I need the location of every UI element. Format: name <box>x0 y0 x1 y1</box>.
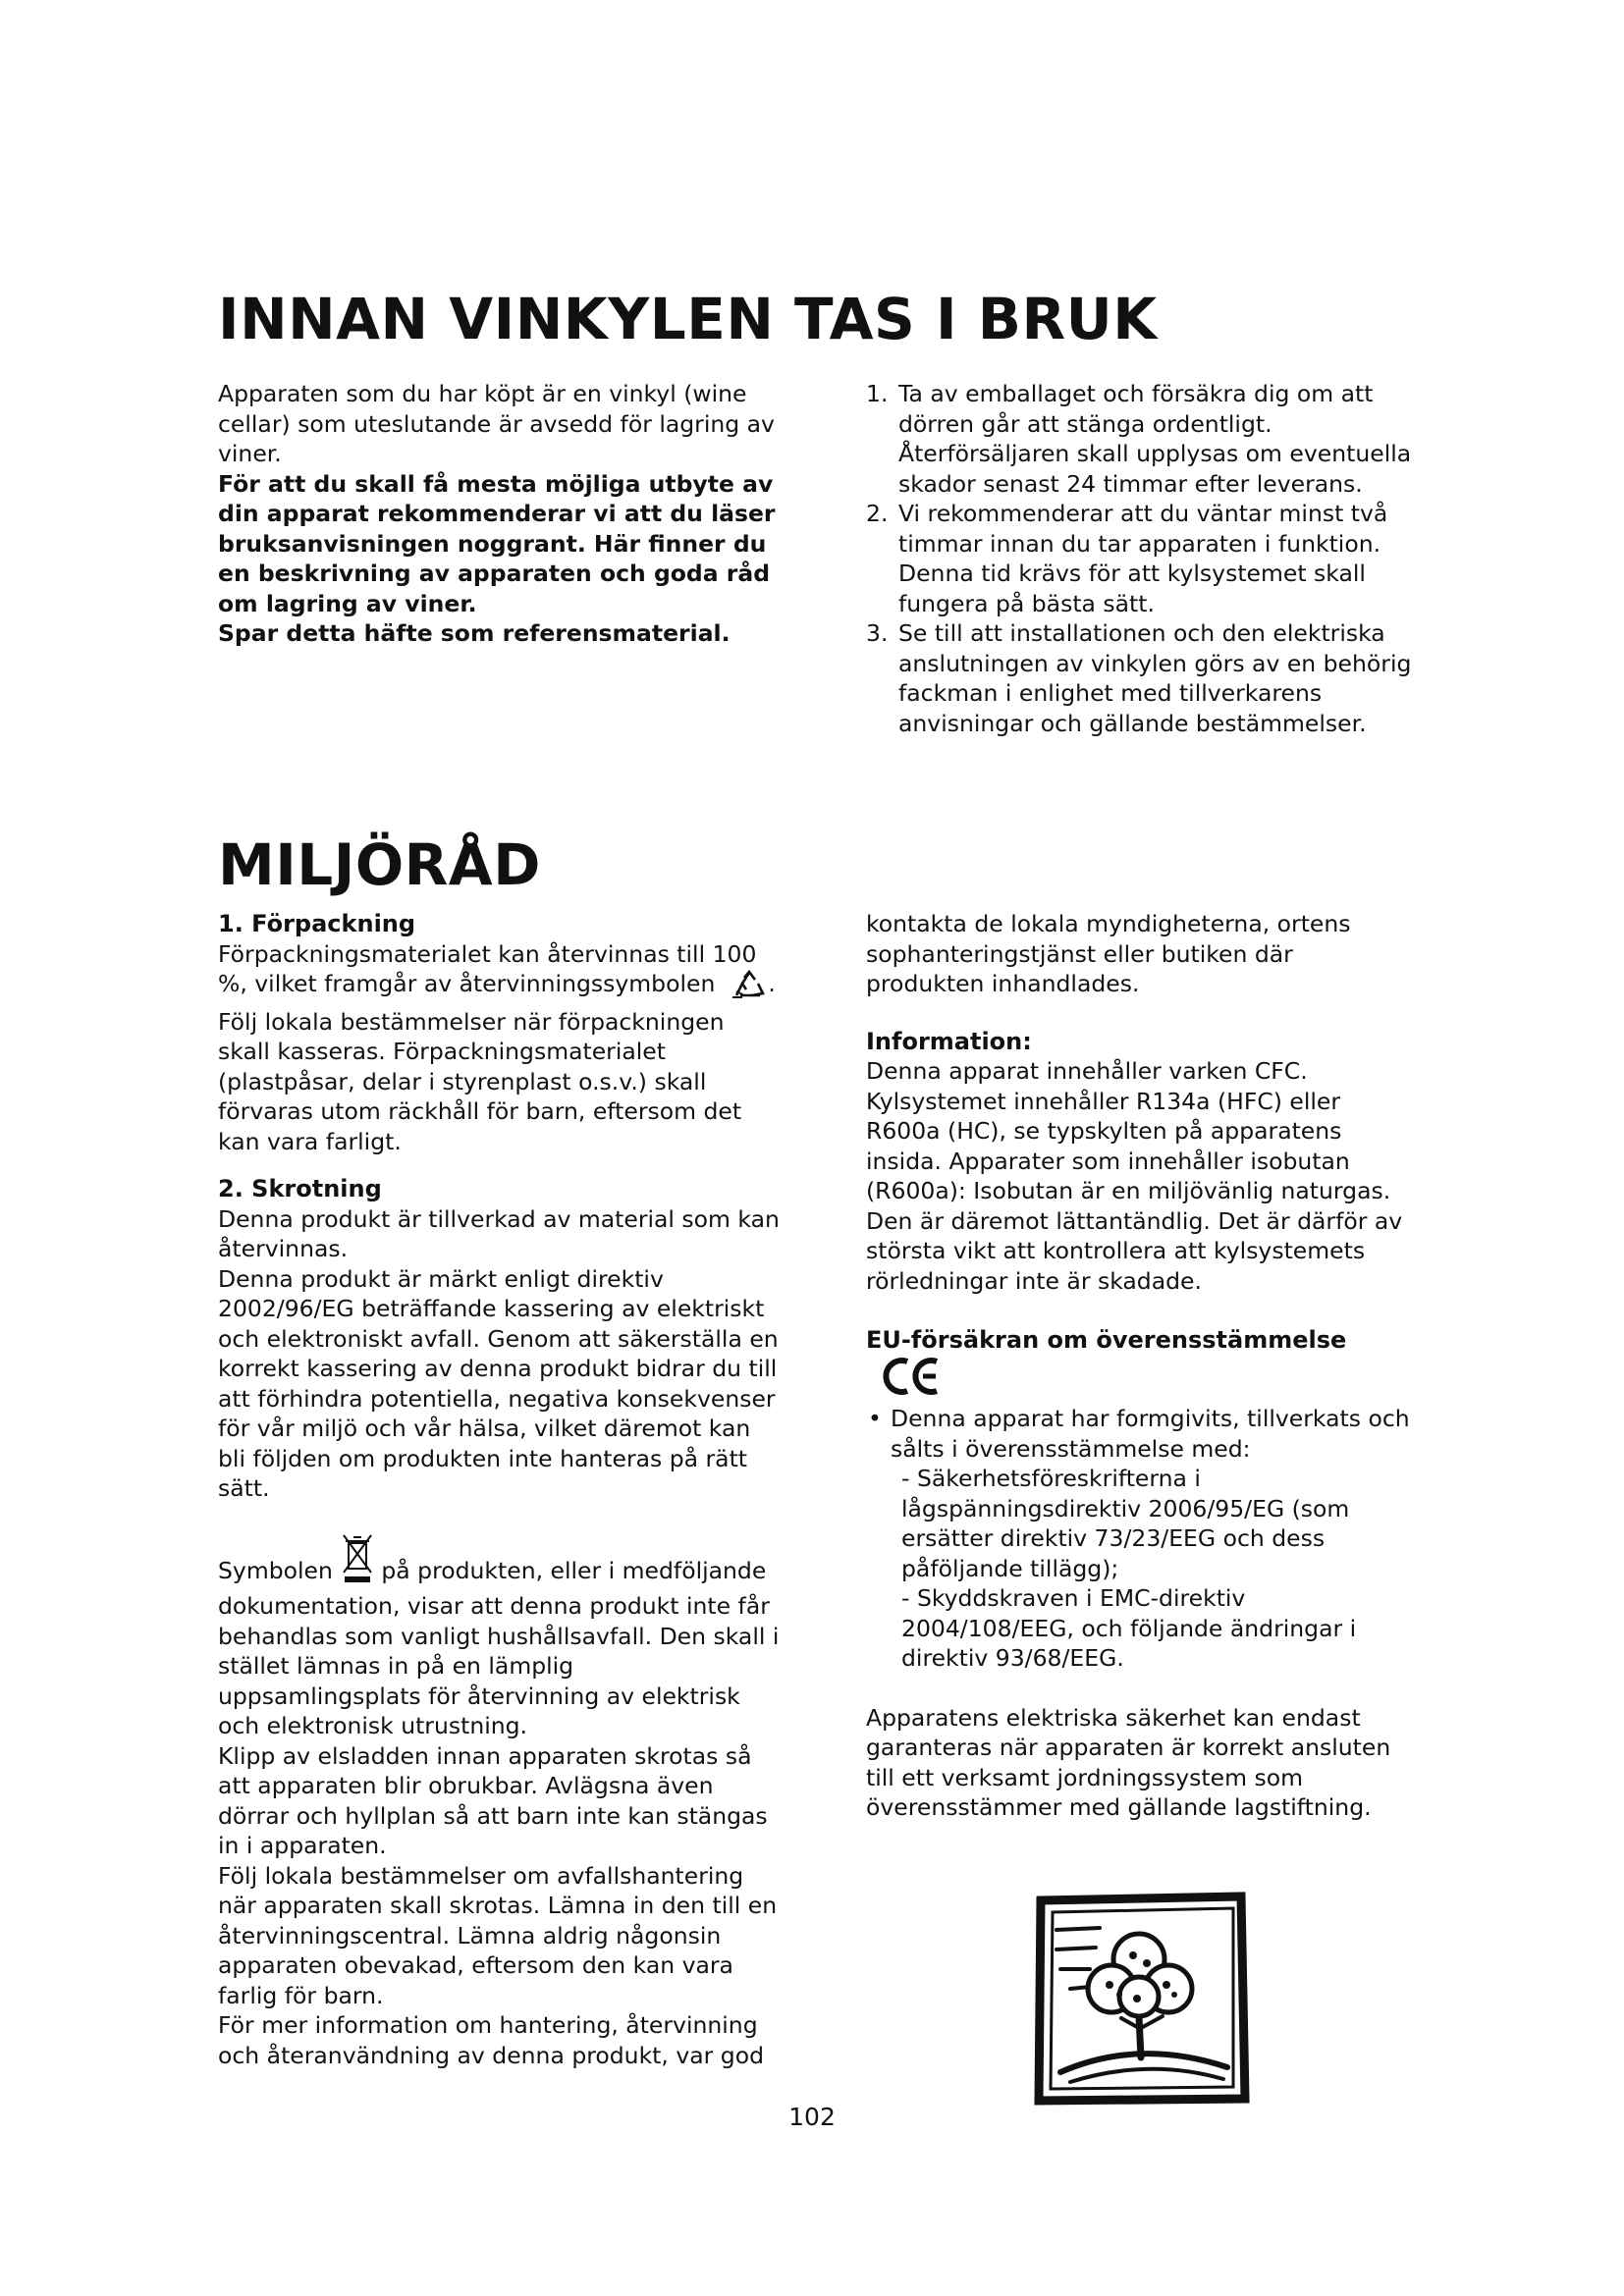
intro-bold-text: För att du skall få mesta möjliga utbyte av din apparat rekommenderar vi att du läser bruksanvisningen noggrant. Här finner du en beskrivning av apparaten och goda råd om lagring av viner. <box>218 469 776 617</box>
intro-text: Apparaten som du har köpt är en vinkyl (wine cellar) som uteslutande är avsedd för lagring av viner. <box>218 380 775 467</box>
page-number: 102 <box>788 2103 836 2131</box>
packaging-heading: 1. Förpackning <box>218 910 416 937</box>
eu-item-low-voltage: - Säkerhetsföreskrifterna i lågspänningsdirektiv 2006/95/EG (som ersätter direktiv 73/23/EEG och dess påföljande tillägg); <box>901 1465 1350 1582</box>
ce-mark-icon <box>880 1356 941 1405</box>
crossed-bin-icon <box>341 1531 374 1592</box>
eu-declaration-heading: EU-försäkran om överensstämmelse <box>866 1325 1416 1404</box>
scrapping-p2: Denna produkt är märkt enligt direktiv 2002/96/EG beträffande kassering av elektriskt och elektroniskt avfall. Genom att säkerställa en korrekt kassering av denna produkt bidrar du till att förhindra potentiella, negativa konsekvenser för vår miljö och vår hälsa, vilket däremot kan bli följden om produkten inte hanteras på rätt sätt. <box>218 1264 779 1502</box>
information-heading: Information: <box>866 1027 1032 1055</box>
section-title-before-use: INNAN VINKYLEN TAS I BRUK <box>218 286 1158 352</box>
save-booklet-text: Spar detta häfte som referensmaterial. <box>218 619 731 647</box>
step-item: 3. Se till att installationen och den elektriska anslutningen av vinkylen görs av en behörig fackman i enlighet med tillverkarens anvisningar och gällande bestämmelser. <box>866 619 1412 737</box>
scrapping-heading: 2. Skrotning <box>218 1175 382 1202</box>
environment-left-column <box>218 909 780 2070</box>
step-item: 2. Vi rekommenderar att du väntar minst två timmar innan du tar apparaten i funktion. Denna tid krävs för att kylsystemet skall fungera på bästa sätt. <box>866 500 1388 617</box>
eu-bullet: • Denna apparat har formgivits, tillverkats och sålts i överensstämmelse med: <box>868 1405 1410 1463</box>
contact-continuation: kontakta de lokala myndigheterna, ortens sophanteringstjänst eller butiken där produkten inhandlades. <box>866 910 1351 997</box>
scrapping-symbol-text: Symbolen på produkten, eller i medföljande dokumentation, visar att denna produkt inte får behandlas som vanligt hushållsavfall. Den skall i stället lämnas in på en lämplig uppsamlingsplats för återvinning av elektrisk och elektronisk utrustning. <box>218 1531 780 1741</box>
scrapping-p6: För mer information om hantering, återvinning och återanvändning av denna produkt, var god <box>218 2011 764 2069</box>
scrapping-p1: Denna produkt är tillverkad av material som kan återvinnas. <box>218 1204 780 1262</box>
tree-logo-icon <box>1031 1891 1253 2107</box>
packaging-text: Förpackningsmaterialet kan återvinnas till 100 %, vilket framgår av återvinningssymbolen . Följ lokala bestämmelser när förpackningen skall kasseras. Förpackningsmaterialet (plastpåsar, delar i styrenplast o.s.v.) skall förvaras utom räckhåll för barn, eftersom det kan vara farligt. <box>218 939 776 1155</box>
steps-list <box>866 379 1416 738</box>
intro-column <box>218 379 778 649</box>
scrapping-p4: Klipp av elsladden innan apparaten skrotas så att apparaten blir obrukbar. Avlägsna även dörrar och hyllplan så att barn inte kan stängas in i apparaten. <box>218 1741 768 1859</box>
recycle-icon <box>731 970 768 1007</box>
information-text: Denna apparat innehåller varken CFC. Kylsystemet innehåller R134a (HFC) eller R600a (HC), se typskylten på apparatens insida. Apparater som innehåller isobutan (R600a): Isobutan är en miljövänlig naturgas. Den är däremot lättantändlig. Det är därför av största vikt att kontrollera att kylsystemets rörledningar inte är skadade. <box>866 1057 1403 1295</box>
scrapping-p5: Följ lokala bestämmelser om avfallshantering när apparaten skall skrotas. Lämna in den till en återvinningscentral. Lämna aldrig någonsin apparaten obevakad, eftersom den kan vara farlig för barn. <box>218 1861 778 2009</box>
step-item: 1. Ta av emballaget och försäkra dig om att dörren går att stänga ordentligt. Återförsäljaren skall upplysas om eventuella skador senast 24 timmar efter leverans. <box>866 380 1412 498</box>
steps-column <box>866 379 1416 738</box>
electrical-safety-text: Apparatens elektriska säkerhet kan endast garanteras när apparaten är korrekt ansluten till ett verksamt jordningssystem som överensstämmer med gällande lagstiftning. <box>866 1703 1391 1821</box>
eu-item-emc: - Skyddskraven i EMC-direktiv 2004/108/EEG, och följande ändringar i direktiv 93/68/EEG. <box>901 1584 1357 1672</box>
environment-right-column <box>866 909 1416 1823</box>
section-title-environment: MILJÖRÅD <box>218 831 541 898</box>
